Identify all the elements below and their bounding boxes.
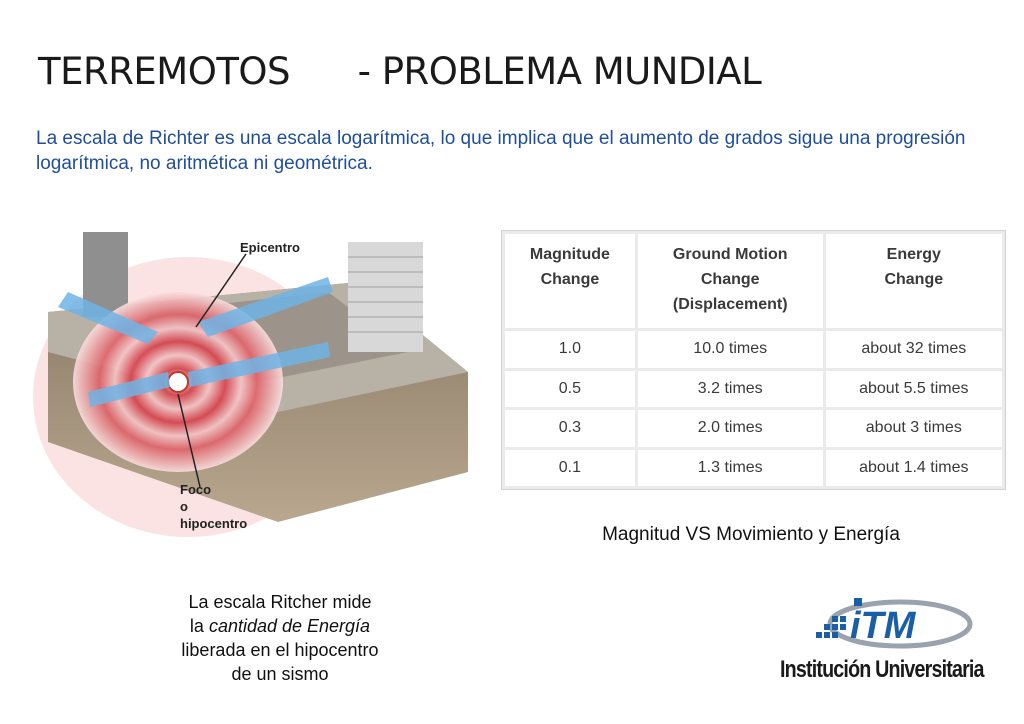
header-ground-motion-change: Ground Motion Change (Displacement) bbox=[638, 234, 823, 328]
table-cell: 10.0 times bbox=[638, 331, 823, 367]
foco-o-label: o bbox=[180, 499, 188, 514]
table-cell: about 3 times bbox=[826, 410, 1002, 446]
table-cell: about 32 times bbox=[826, 331, 1002, 367]
hipocentro-label: hipocentro bbox=[180, 516, 248, 531]
table-cell: 2.0 times bbox=[638, 410, 823, 446]
table-row bbox=[505, 371, 1002, 407]
logo-institution-name: Institución Universitaria bbox=[780, 656, 984, 683]
table-caption: Magnitud VS Movimiento y Energía bbox=[602, 524, 900, 545]
header-energy-change: Energy Change bbox=[826, 234, 1002, 328]
table-cell: 0.3 bbox=[505, 410, 635, 446]
header-magnitude-change: Magnitude Change bbox=[505, 234, 635, 328]
table-cell: 1.3 times bbox=[638, 450, 823, 486]
magnitude-table bbox=[501, 230, 1006, 490]
table-header-row bbox=[505, 234, 1002, 328]
earthquake-diagram bbox=[28, 222, 478, 552]
table-row bbox=[505, 410, 1002, 446]
epicentro-label: Epicentro bbox=[240, 240, 300, 255]
hypocenter-icon bbox=[168, 372, 188, 392]
table-cell: about 5.5 times bbox=[826, 371, 1002, 407]
intro-paragraph: La escala de Richter es una escala logarítmica, lo que implica que el aumento de grados sigue una progresión logarítmica, no aritmética ni geométrica. bbox=[36, 128, 966, 174]
table-cell: 1.0 bbox=[505, 331, 635, 367]
table-cell: 0.1 bbox=[505, 450, 635, 486]
table-cell: 0.5 bbox=[505, 371, 635, 407]
table-row bbox=[505, 450, 1002, 486]
slide-title: TERREMOTOS - PROBLEMA MUNDIAL bbox=[38, 50, 762, 93]
foco-label: Foco bbox=[180, 482, 212, 497]
itm-logo bbox=[780, 592, 1000, 692]
building-right bbox=[348, 242, 423, 352]
energy-note: La escala Ritcher mide la cantidad de Energía liberada en el hipocentro de un sismo bbox=[181, 592, 379, 684]
table-cell: about 1.4 times bbox=[826, 450, 1002, 486]
logo-mark: iTM bbox=[850, 605, 916, 647]
table-row bbox=[505, 331, 1002, 367]
table-cell: 3.2 times bbox=[638, 371, 823, 407]
